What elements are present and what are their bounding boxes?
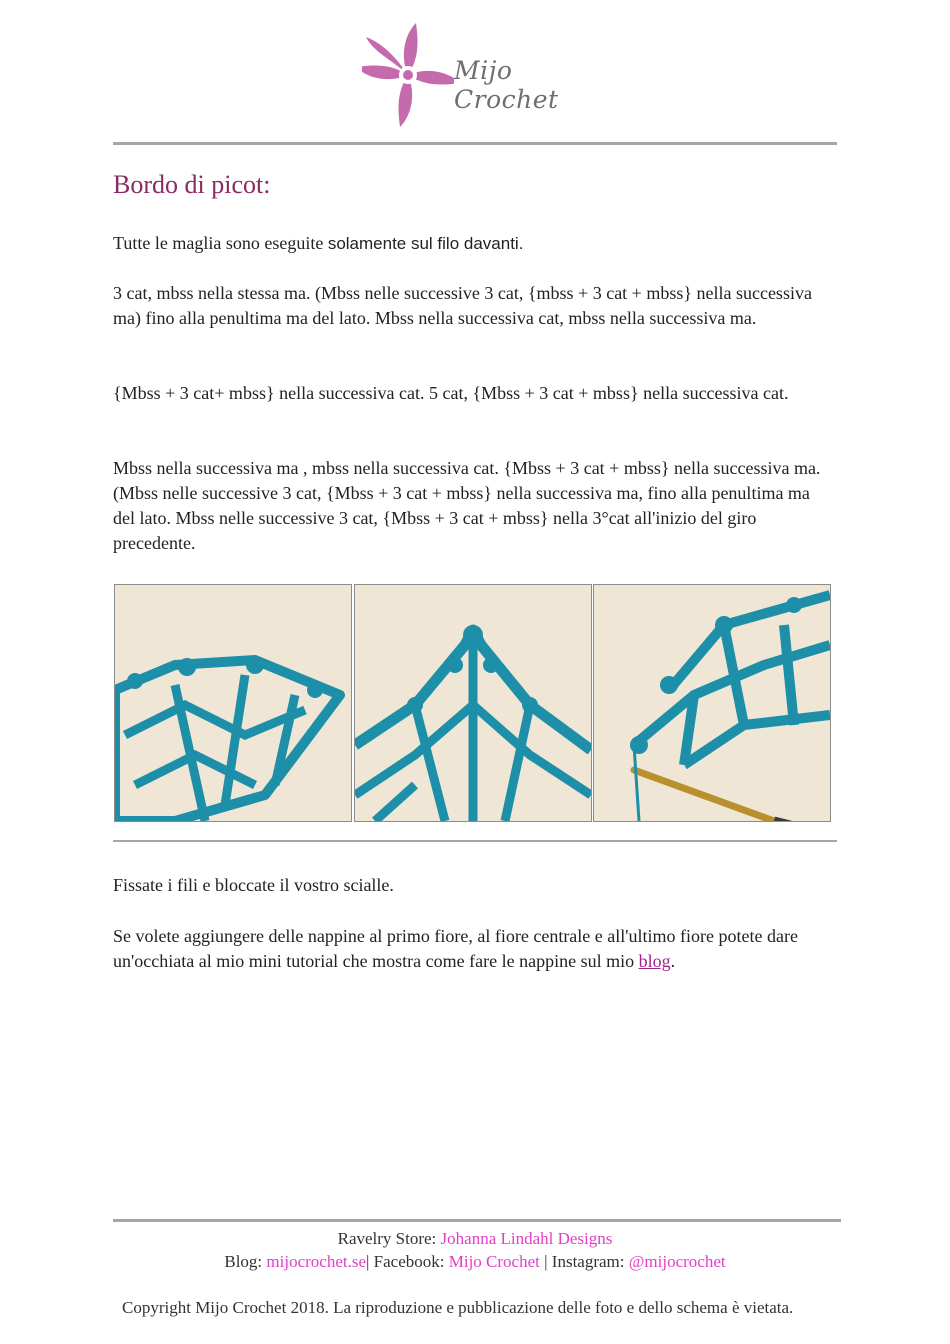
- crochet-photo-1: [114, 584, 352, 822]
- top-divider: [113, 142, 837, 145]
- blog-label: Blog:: [224, 1252, 267, 1271]
- tassel-text: Se volete aggiungere delle nappine al primo fiore, al fiore centrale e all'ultimo fiore potete dare un'occhiata al mio mini tutorial che mostra come fare le nappine sul mio: [113, 926, 798, 971]
- copyright-notice: Copyright Mijo Crochet 2018. La riproduzione e pubblicazione delle foto e dello schema è vietata.: [122, 1298, 794, 1317]
- crochet-photo-2: [354, 584, 592, 822]
- footer-blog-link[interactable]: mijocrochet.se: [266, 1252, 367, 1271]
- footer-divider: [113, 1219, 841, 1222]
- crochet-photo-3: [593, 584, 831, 822]
- blog-link[interactable]: blog: [638, 951, 671, 971]
- brand-name: Mijo Crochet: [454, 56, 559, 114]
- tassel-text-end: .: [670, 951, 676, 971]
- instruction-paragraph-1: 3 cat, mbss nella stessa ma. (Mbss nelle successive 3 cat, {mbss + 3 cat + mbss} nella successiva ma) fino alla penultima ma del lato. Mbss nella successiva cat, mbss nella successiva ma.: [113, 283, 812, 328]
- photo-gallery: [114, 584, 830, 822]
- intro-paragraph: [113, 231, 833, 256]
- flower-logo-icon: [362, 20, 454, 130]
- instagram-label: | Instagram:: [539, 1252, 629, 1271]
- footer-social: [0, 1252, 950, 1272]
- instruction-paragraph-3: Mbss nella successiva ma , mbss nella successiva cat. {Mbss + 3 cat + mbss} nella successiva ma. (Mbss nelle successive 3 cat, {Mbss + 3 cat + mbss} nella successiva ma, fino alla penultima ma del lato. Mbss nelle successive 3 cat, {Mbss + 3 cat + mbss} nella 3°cat all'inizio del giro precedente.: [113, 458, 821, 553]
- section-title: Bordo di picot:: [113, 170, 271, 199]
- tassel-paragraph: [113, 924, 833, 974]
- finishing-paragraph: Fissate i fili e bloccate il vostro scialle.: [113, 875, 394, 895]
- facebook-link[interactable]: Mijo Crochet: [448, 1252, 540, 1271]
- brand-logo: [362, 20, 592, 130]
- ravelry-store-link[interactable]: Johanna Lindahl Designs: [440, 1229, 613, 1248]
- ravelry-label: Ravelry Store:: [337, 1229, 441, 1248]
- facebook-label: | Facebook:: [366, 1252, 449, 1271]
- instagram-link[interactable]: @mijocrochet: [628, 1252, 726, 1271]
- intro-emphasis: solamente sul filo davanti.: [327, 234, 524, 253]
- middle-divider: [113, 840, 837, 842]
- instruction-paragraph-2: {Mbss + 3 cat+ mbss} nella successiva cat. 5 cat, {Mbss + 3 cat + mbss} nella successiva cat.: [113, 383, 789, 403]
- footer-ravelry: [0, 1229, 950, 1249]
- intro-text: Tutte le maglia sono eseguite: [113, 233, 328, 253]
